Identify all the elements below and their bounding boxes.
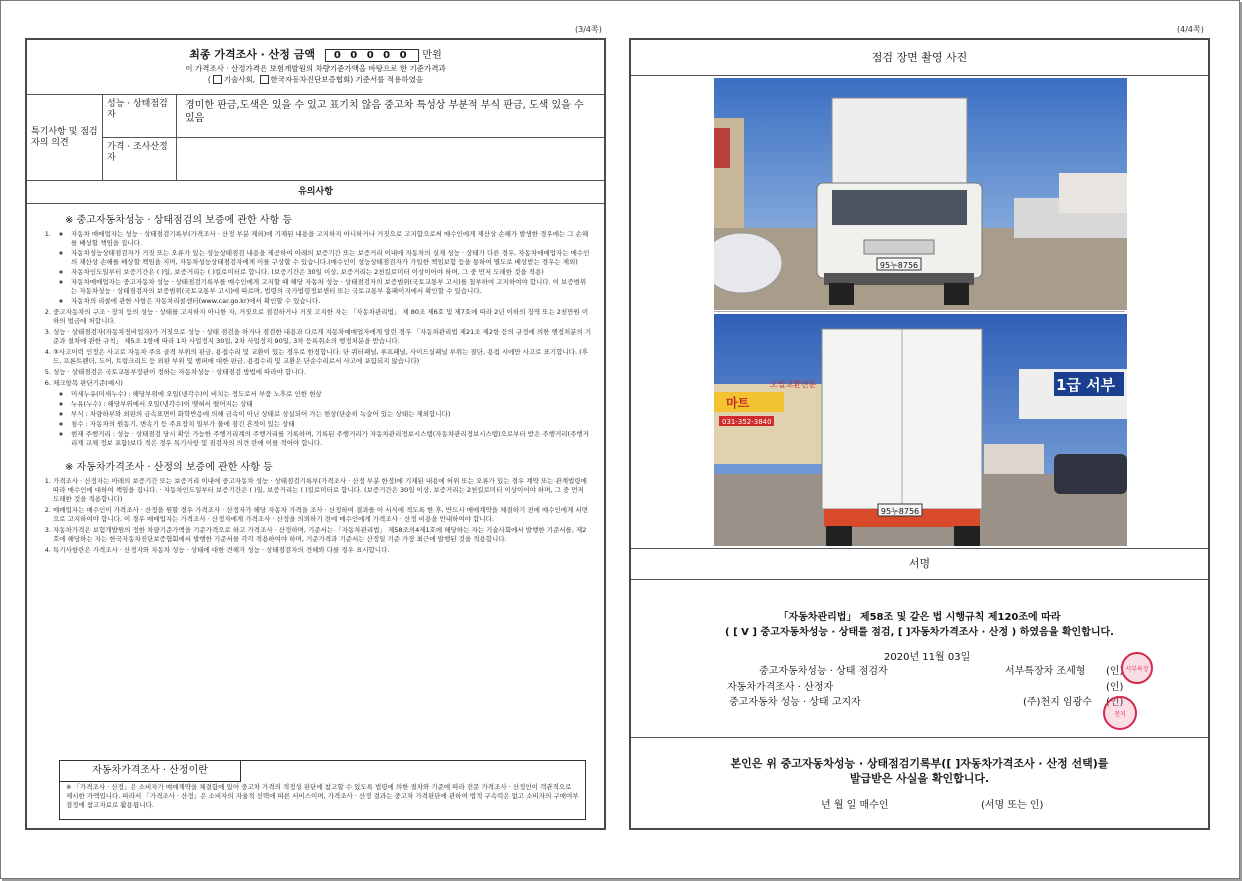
notice-sub-item: ◦ 자동차매매업자는 중고자동차 성능 · 상태점검기록부를 매수인에게 고지할 때 해당 자동차 성능 · 상태점검자의 보증범위(국토교통부 고시)를 첨부하여 고지하여야 합니다. 이 보증범위는 자동차성능 · 상태점검자의 보증범위(국토교통부 고시)에 따르며, 법령의 국가법령정보센터 또는 국토교통부 홈페이지에서 확인할 수 있습니다.	[71, 278, 592, 296]
check-criteria-item: ◦ 누유(누수) : 해당부위에서 오일(냉각수)이 맺혀서 떨어지는 상태	[71, 400, 592, 409]
receipt-line-1: 본인은 위 중고자동차성능 · 상태점검기록부([ ]자동차가격조사 · 산정 선택)를	[730, 757, 1109, 770]
notice-section2-title: ※ 자동차가격조사 · 산정의 보증에 관한 사항 등	[65, 462, 273, 473]
notice-item-1	[53, 230, 592, 306]
front-license-plate: 95누8756	[879, 261, 919, 270]
shop-sign-oil: 오일교환전문	[770, 380, 817, 389]
photo-section-title: 점검 장면 촬영 사진	[631, 40, 1208, 76]
notice-item: 4. ③사고이력 인정은 사고로 자동차 주요 골격 부위의 판금, 용접수리 및 교환이 있는 경우로 한정합니다. 단 쿼터패널, 루프패널, 사이드실패널 부위는 절단, 용접 시에만 사고로 표기합니다. (후드, 프론트펜더, 도어, 트렁크리드 등 외판 부위 및 범퍼에 대한 판금, 용접수리 및 교환은 단순수리로서 사고에 포함되지 않습니다)	[53, 348, 592, 366]
opinion-label: 특기사항 및 점검자의 의견	[27, 95, 103, 181]
signature-title: 서명	[631, 548, 1208, 580]
receipt-divider	[631, 737, 1208, 738]
notice-section1-title: ※ 중고자동차성능 · 상태점검의 보증에 관한 사항 등	[65, 215, 293, 226]
buyer-signature[interactable]: (서명 또는 인)	[981, 800, 1044, 811]
price-notice-item: 4. 특기사항란은 가격조사 · 산정자와 자동차 성능 · 상태에 대한 견해가 성능 · 상태점검자의 견해와 다를 경우 표시합니다.	[53, 546, 592, 555]
notice-body	[27, 203, 604, 828]
price-assessor-seal-mark: (인)	[1106, 682, 1124, 693]
photo-divider	[714, 311, 1125, 312]
shop-sign-mart: 마트	[726, 396, 750, 410]
price-inspector-label: 가격 · 조사산정자	[103, 138, 177, 181]
rear-inspection-photo	[714, 314, 1127, 546]
receipt-line-2: 발급받은 사실을 확인합니다.	[849, 772, 990, 785]
inspector-name: 서부특장차 조세형	[1005, 666, 1086, 677]
final-price-suffix: ) 기준서를 적용하였음	[350, 74, 424, 84]
check-criteria-item: ◦ 침수 : 자동차의 원동기, 변속기 등 주요장치 일부가 물에 잠긴 흔적이 있는 상태	[71, 420, 592, 429]
shop-sign-phone: 031-352-3840	[722, 418, 772, 426]
signature-date: 2020년 11월 03일	[884, 652, 971, 663]
page-left	[25, 38, 606, 830]
final-price-unit: 만원	[422, 50, 442, 61]
law-reference-line: 「자동차관리법」 제58조 및 같은 법 시행규칙 제120조에 따라	[778, 612, 1061, 623]
check-criteria-item: ◦ 부식 : 차량하부와 외판의 금속표면이 화학반응에 의해 금속이 아닌 상태로 상실되어 가는 현상(단순히 녹슬어 있는 상태는 제외합니다)	[71, 410, 592, 419]
notice-sub-item: ◦ 자동차성능상태점검자가 거짓 또는 오류가 있는 성능상태점검 내용을 제공하여 아래의 보증기간 또는 보증거리 이내에 자동차의 실제 성능 · 상태가 다른 경우, 자동차매매업자는 매수인의 재산상 손해를 배상할 책임을 지며, 자동차성능상태점검자에게 이를 구상할 수 있습니다.(매수인이 성능상태점검자가 가입한 책임보험 등을 통하여 별도로 배상받는 경우는 제외)	[71, 249, 592, 267]
signature-statement	[631, 610, 1208, 640]
notifier-seal-stamp	[1103, 696, 1137, 730]
notice-item-6	[53, 379, 592, 448]
price-definition-box	[59, 760, 586, 820]
performance-inspector-label: 성능 · 상태점검자	[103, 95, 177, 138]
notice-item: 3. 성능 · 상태점검자(자동차정비업자)가 거짓으로 성능 · 상태 점검을 하거나 점검한 내용과 다르게 자동차매매업자에게 알린 경우 「자동차관리법 제21조 제2항 등의 규정에 의한 행정처분의 기준과 절차에 관한 규칙」 제5조 1항에 따라 1차 사업정지 30일, 2차 사업정지 90일, 3차 등록취소의 행정처분을 받습니다.	[53, 328, 592, 346]
price-notice-item: 1. 가격조사 · 산정자는 아래의 보증기간 또는 보증거리 이내에 중고자동차 성능 · 상태점검기록부(가격조사 · 산정 부분 한정)에 기재된 내용에 허위 또는 오류가 있는 경우 계약 또는 관계법령에 따라 매수인에 대하여 책임을 집니다. · 자동차인도일부터 보증기간은 ( )일, 보증거리는 ( )킬로미터로 합니다. (보증기간은 30일 이상, 보증거리는 2천킬로미터 이상이어야 하며, 그 중 먼저 도래한 것을 적용합니다)	[53, 477, 592, 504]
option-tech: 기술사회	[223, 74, 253, 84]
final-price-title: 최종 가격조사 · 산정 금액	[189, 48, 316, 61]
price-opinion-text	[177, 138, 604, 181]
opinion-section	[27, 95, 604, 181]
confirm-line: ( [ V ] 중고자동차성능 · 상태를 점검, [ ]자동차가격조사 · 산정 ) 하였음을 확인합니다.	[725, 627, 1114, 638]
inspector-seal-stamp	[1121, 652, 1153, 684]
notice-item: 5. 성능 · 상태점검은 국토교통부장관이 정하는 자동차성능 · 상태점검 방법에 따라야 합니다.	[53, 368, 592, 377]
price-notice-item: 3. 자동차가격은 보험개발원의 정한 차량기준가액을 기준가격으로 하고 가격조사 · 산정하며, 기준서는 「자동차관리법」 제58조의4제1호에 해당하는 자는 기술사회에서 발행한 기준서를, 제2호에 해당하는 자는 한국자동차진단보증협회에서 발행한 기준서를 각각 적용하여야 하며, 기준가격과 기준서는 산정일 기준 가장 최근에 발행된 것을 적용합니다.	[53, 526, 592, 544]
receipt-statement	[631, 756, 1208, 786]
notifier-name: (주)천지 임광수	[1023, 697, 1092, 708]
notice-item-6-label: 체크항목 판단기준(예시)	[53, 379, 123, 387]
final-price-section: 최종 가격조사 · 산정 금액 0 0 0 0 0 만원 이 가격조사 · 산정가격은 보험개발원의 차량기준가액을 바탕으로 한 기준가격과 ( 기술사회, 한국자동차진단보증협회) 기준서를 적용하였음	[27, 40, 604, 95]
notifier-seal-text: 천지	[1114, 710, 1126, 718]
price-notice-item: 2. 매매업자는 매수인이 가격조사 · 산정을 원할 경우 가격조사 · 산정자가 해당 자동차 가격을 조사 · 산정하여 결과를 이 서식에 적도록 한 후, 반드시 매매계약을 체결하기 전에 매수인에게 서면으로 고지하여야 합니다. 이 경우 매매업자는 가격조사 · 산정자에게 가격조사 · 산정을 의뢰하기 전에 매수인에게 가격조사 · 산정 비용을 안내하여야 합니다.	[53, 506, 592, 524]
shop-sign-garage: 1급 서부	[1056, 376, 1116, 394]
notice-list-2	[35, 477, 592, 555]
option-association: 한국자동차진단보증협회	[270, 74, 351, 84]
page-number-left: (3/4쪽)	[575, 25, 602, 34]
price-definition-text: ※ 「가격조사 · 산정」은 소비자가 매매계약을 체결함에 있어 중고차 가격의 적정성 판단에 참고할 수 있도록 법령에 의한 절차와 기준에 따라 전문 가격조사 · 산정인이 객관적으로 제시한 가액입니다. 따라서 「가격조사 · 산정」은 소비자의 자율적 선택에 따른 서비스이며, 가격조사 · 산정 결과는 중고차 가격판단에 관하여 법적 구속력은 없고 소비자의 구매여부 결정에 참고자료로 활용됩니다.	[66, 783, 579, 809]
notifier-label: 중고자동차 성능 · 상태 고지자	[729, 697, 861, 708]
checkbox-tech[interactable]	[213, 75, 222, 84]
price-assessor-label: 자동차가격조사 · 산정자	[727, 682, 834, 693]
notice-item: 2. 중고자동차의 구조 · 장치 등의 성능 · 상태를 고지하지 아니한 자, 거짓으로 점검하거나 거짓 고지한 자는 「자동차관리법」 제 80조 제6호 및 제7호에 따라 2년 이하의 징역 또는 2천만원 이하의 벌금에 처합니다.	[53, 308, 592, 326]
notice-sub-item: ◦ 1. 자동차 매매업자는 성능 · 상태점검기록부(가격조사 · 산정 부분 제외)에 기재된 내용을 고지하지 아니하거나 거짓으로 고지함으로써 매수인에게 재산상 손해가 발생한 경우에는 그 손해를 배상할 책임을 집니다.	[71, 230, 592, 248]
performance-opinion-text: 경미한 판금,도색은 있을 수 있고 표기치 않음 중고차 특성상 부분적 부식 판금, 도색 있을 수 있음	[177, 95, 604, 138]
notice-heading: 유의사항	[27, 181, 604, 204]
inspector-label: 중고자동차성능 · 상태 점검자	[759, 666, 888, 677]
inspector-seal-text: 서부특장	[1125, 665, 1149, 673]
front-inspection-photo	[714, 78, 1127, 310]
notice-list-1	[35, 230, 592, 448]
price-definition-title: 자동차가격조사 · 산정이란	[60, 761, 241, 782]
page-number-right: (4/4쪽)	[1177, 25, 1204, 34]
notifier-seal-mark: (인)	[1106, 697, 1124, 708]
notice-sub-item: ◦ 자동차인도일부터 보증기간은 ( )일, 보증거리는 ( )킬로미터로 합니다. (보증기간은 30일 이상, 보증거리는 2천킬로미터 이상이어야 하며, 그 중 먼저 도래한 것을 적용)	[71, 268, 592, 277]
rear-license-plate: 95누8756	[880, 507, 920, 516]
check-criteria-item: ◦ 미세누유(미세누수) : 해당부위에 오일(냉각수)이 비치는 정도로서 부품 노후로 인한 현상	[71, 390, 592, 399]
checkbox-association[interactable]	[260, 75, 269, 84]
buyer-line: 년 월 일 매수인	[821, 800, 889, 811]
final-price-desc: 이 가격조사 · 산정가격은 보험개발원의 차량기준가액을 바탕으로 한 기준가격과	[185, 64, 446, 73]
notice-sub-item: ◦ 자동차의 리콜에 관한 사항은 자동차리콜센터(www.car.go.kr)에서 확인할 수 있습니다.	[71, 297, 592, 306]
check-criteria-item: ◦ 현재 주행거리 : 성능 · 상태점검 당시 확인 가능한 주행거리계의 주행거리를 기록하며, 기록된 주행거리가 자동차관리정보시스템(자동차관리정보시스템)으로부터 받은 주행거리(주행거리계 교체 정보 포함)보다 적은 경우 특기사항 및 점검자의 의견 란에 이를 적어야 합니다.	[71, 430, 592, 448]
inspector-seal-mark: (인)	[1106, 666, 1124, 677]
final-price-amount: 0 0 0 0 0	[325, 49, 419, 62]
page-right	[629, 38, 1210, 830]
